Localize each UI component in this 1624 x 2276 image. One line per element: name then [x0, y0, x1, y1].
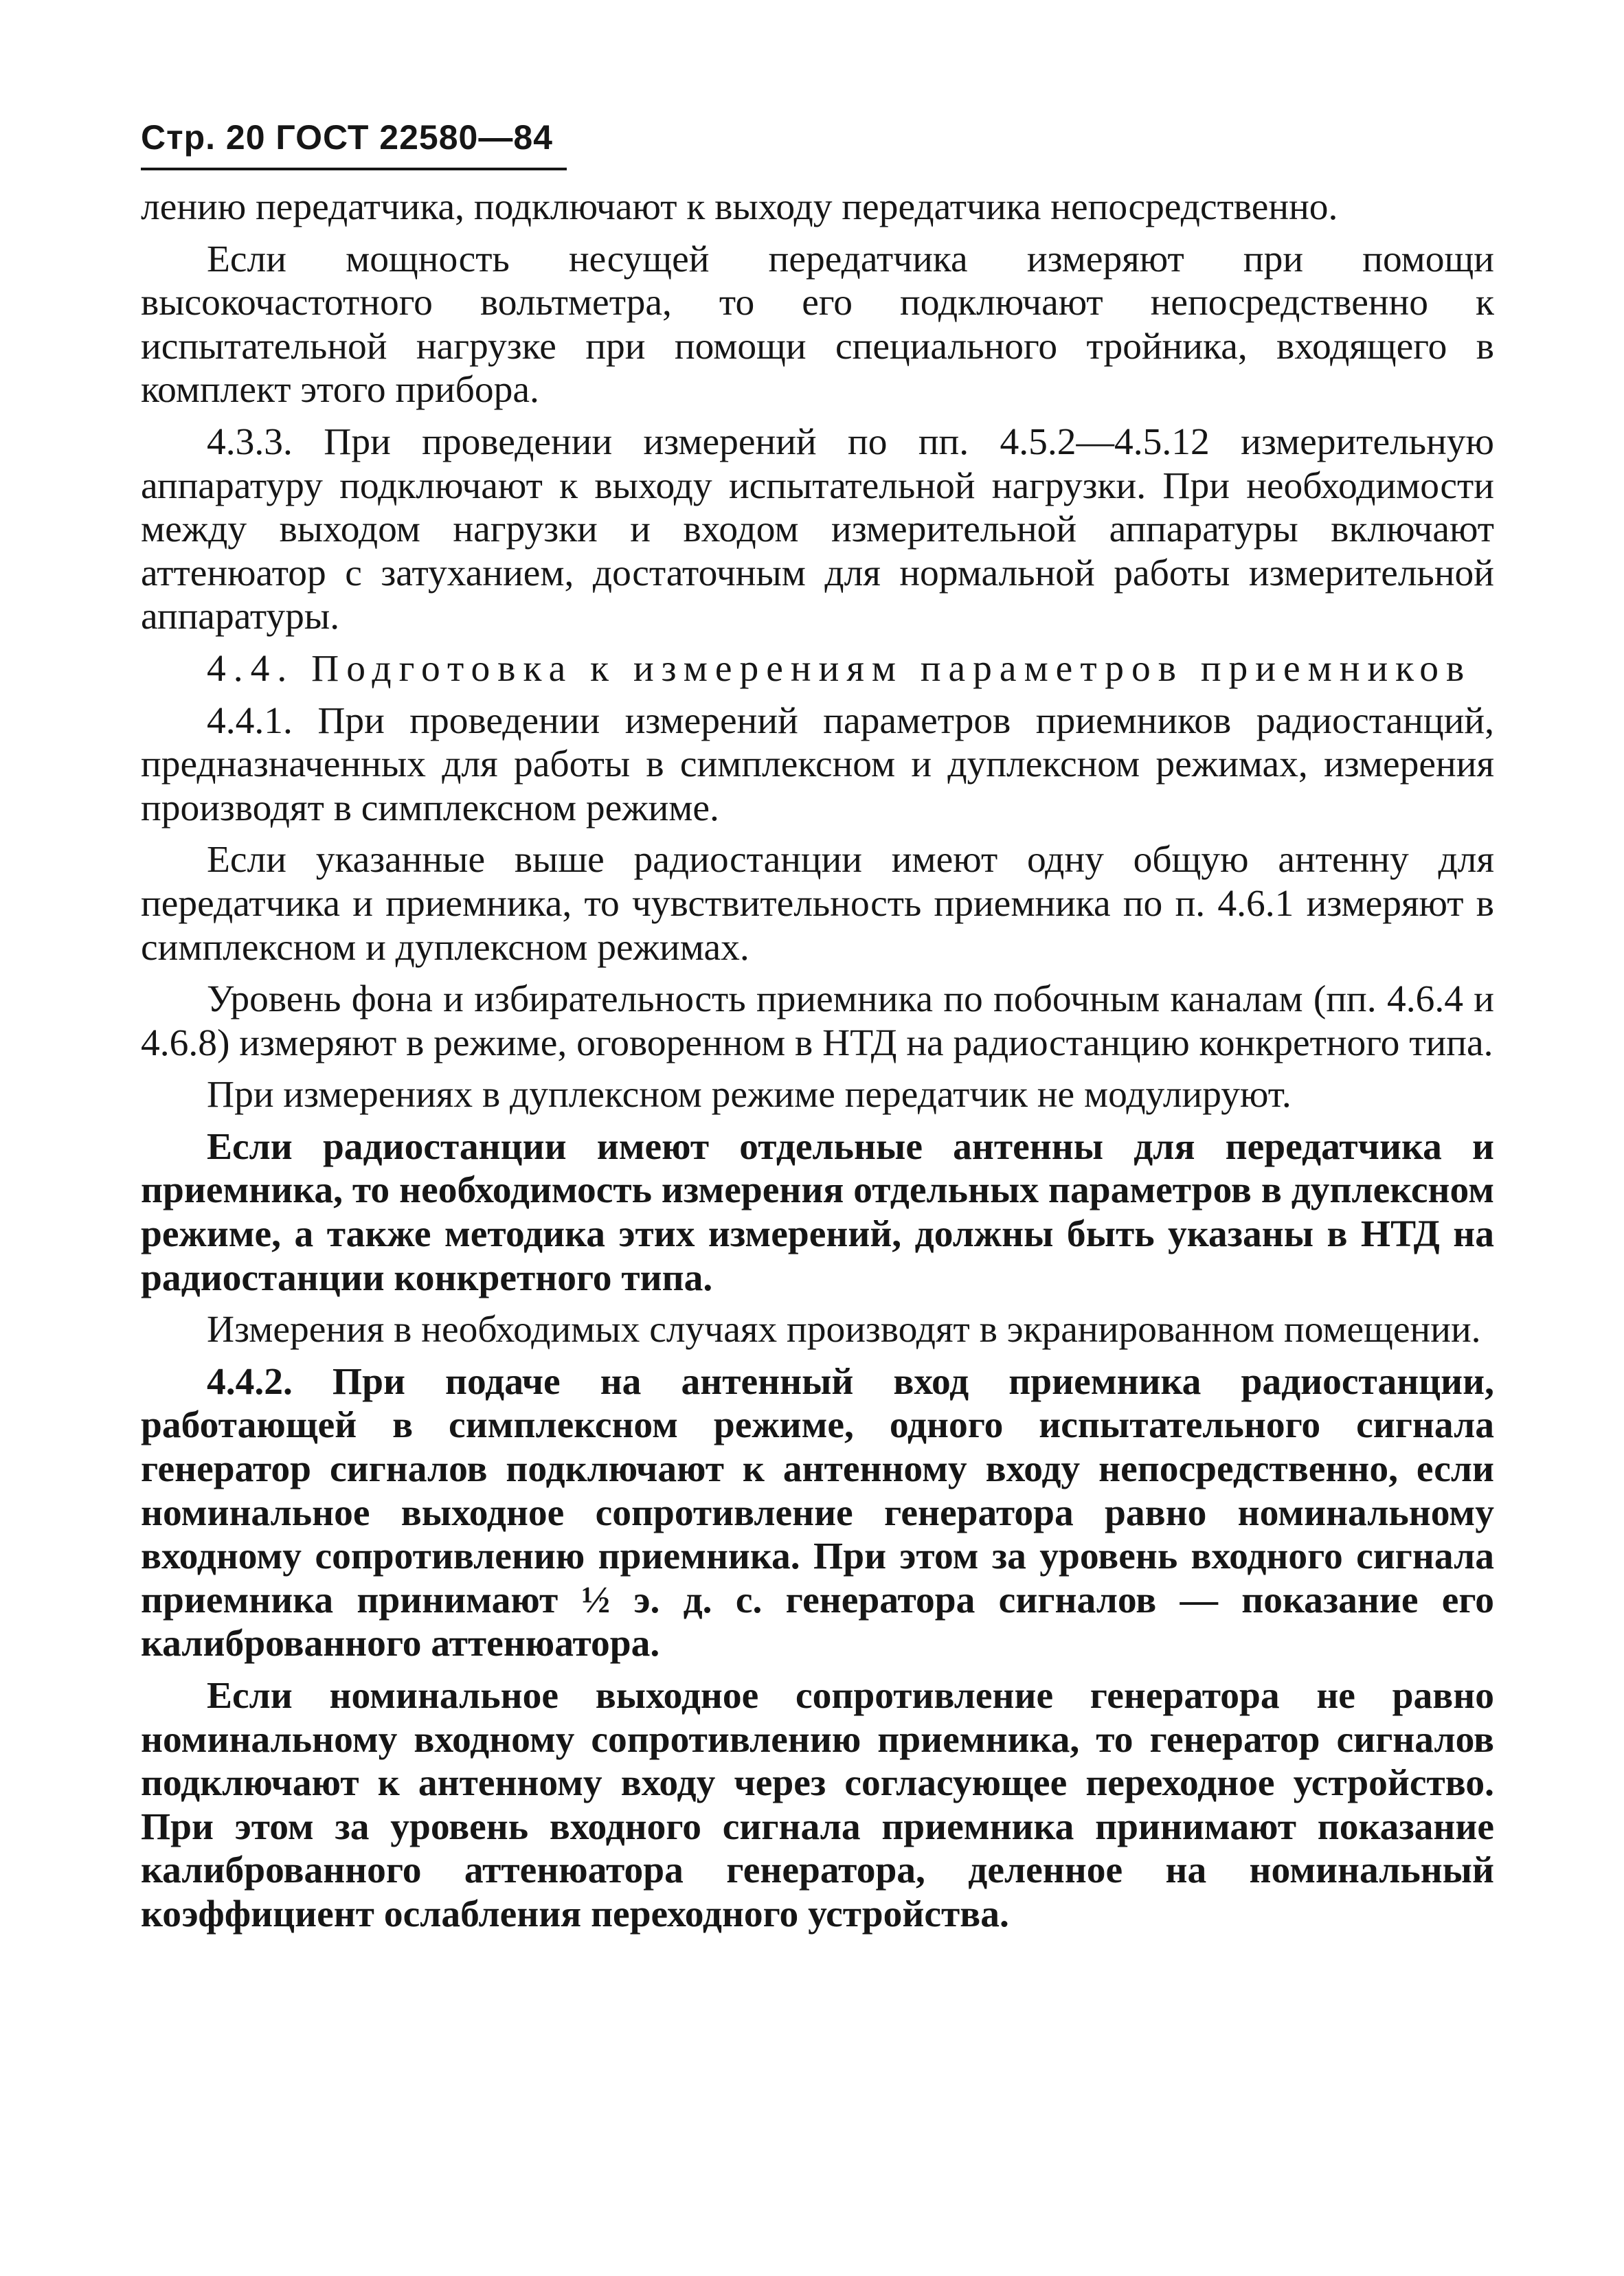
paragraph-4-4-1: 4.4.1. При проведении измерений параметров приемников радиостанций, предназначенных для работы в симплексном и дуплексном режимах, измерения производят в симплексном режиме.	[141, 699, 1494, 829]
document-page	[141, 117, 1494, 1945]
paragraph: При измерениях в дуплексном режиме передатчик не модулируют.	[207, 1074, 1292, 1116]
body-text	[141, 185, 1494, 1937]
paragraph-4-4-2: 4.4.2. При подаче на антенный вход приемника радиостанции, работающей в симплексном режиме, одного испытательного сигнала генератор сигналов подключают к антенному входу непосредственно, если номинальное выходное сопротивление генератора равно номинальному входному сопротивлению приемника. При этом за уровень входного сигнала приемника принимают ½ э. д. с. генератора сигналов — показание его калиброванного аттенюатора.	[141, 1360, 1494, 1665]
page-header: Стр. 20 ГОСТ 22580—84	[141, 118, 553, 157]
paragraph-continuation: лению передатчика, подключают к выходу передатчика непосредственно.	[141, 186, 1338, 228]
section-heading-4-4: 4.4. Подготовка к измерениям параметров приемников	[207, 647, 1472, 690]
paragraph: Если радиостанции имеют отдельные антенны для передатчика и приемника, то необходимость измерения отдельных параметров в дуплексном режиме, а также методика этих измерений, должны быть указаны в НТД на радиостанции конкретного типа.	[141, 1125, 1494, 1299]
paragraph: Если номинальное выходное сопротивление генератора не равно номинальному входному сопротивлению приемника, то генератор сигналов подключают к антенному входу через согласующее переходное устройство. При этом за уровень входного сигнала приемника принимают показание калиброванного аттенюатора генератора, деленное на номинальный коэффициент ослабления переходного устройства.	[141, 1675, 1494, 1935]
header-rule	[141, 168, 567, 170]
paragraph: Если указанные выше радиостанции имеют одну общую антенну для передатчика и приемника, то чувствительность приемника по п. 4.6.1 измеряют в симплексном и дуплексном режимах.	[141, 839, 1494, 969]
paragraph-4-3-3: 4.3.3. При проведении измерений по пп. 4.5.2—4.5.12 измерительную аппаратуру подключают к выходу испытательной нагрузки. При необходимости между выходом нагрузки и входом измерительной аппаратуры включают аттенюатор с затуханием, достаточным для нормальной работы измерительной аппаратуры.	[141, 420, 1494, 638]
paragraph: Измерения в необходимых случаях производят в экранированном помещении.	[207, 1309, 1481, 1351]
paragraph: Уровень фона и избирательность приемника по побочным каналам (пп. 4.6.4 и 4.6.8) измеряют в режиме, оговоренном в НТД на радиостанцию конкретного типа.	[141, 978, 1494, 1064]
paragraph: Если мощность несущей передатчика измеряют при помощи высокочастотного вольтметра, то его подключают непосредственно к испытательной нагрузке при помощи специального тройника, входящего в комплект этого прибора.	[141, 238, 1494, 412]
